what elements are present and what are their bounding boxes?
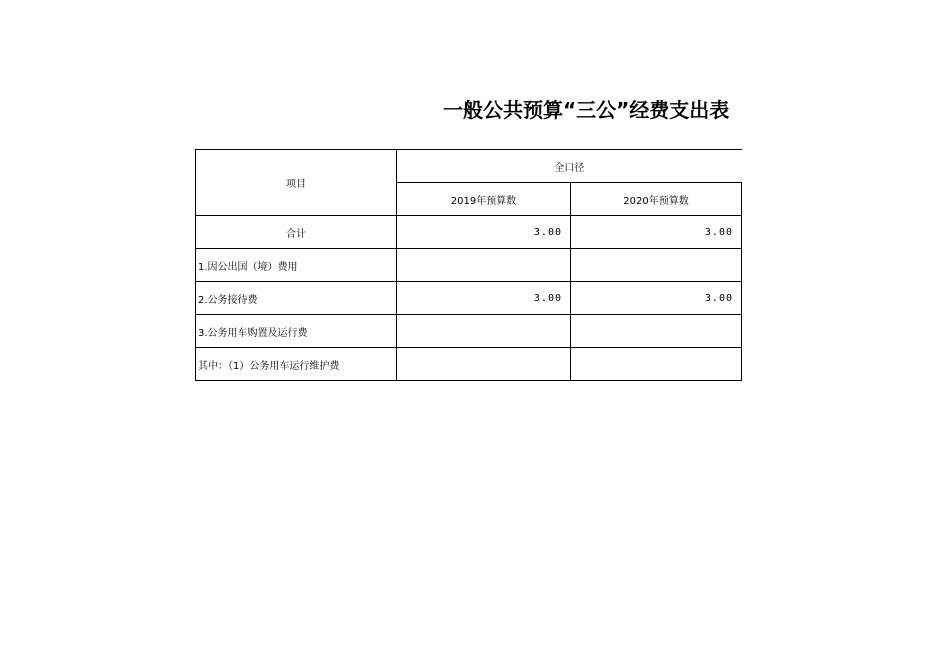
table-row: [196, 348, 742, 381]
cell-2019-value: 3.00: [397, 282, 571, 315]
table-row: [196, 216, 742, 249]
table-row: [196, 249, 742, 282]
row-label: 1.因公出国（境）费用: [196, 249, 397, 282]
cell-2020-value: 3.00: [571, 216, 742, 249]
cell-2020-value: [571, 348, 742, 381]
cell-2019-value: [397, 315, 571, 348]
table-row: [196, 315, 742, 348]
table-row: [196, 282, 742, 315]
header-2019-budget: 2019年预算数: [397, 183, 571, 216]
cell-2020-value: [571, 249, 742, 282]
header-group-cell: 全口径: [397, 150, 742, 183]
three-public-expenses-table: [195, 149, 742, 381]
row-label: 3.公务用车购置及运行费: [196, 315, 397, 348]
row-label: 其中：（1）公务用车运行维护费: [196, 348, 397, 381]
header-2020-budget: 2020年预算数: [571, 183, 742, 216]
page-title: 一般公共预算“三公”经费支出表: [443, 98, 730, 122]
cell-2020-value: 3.00: [571, 282, 742, 315]
row-label: 2.公务接待费: [196, 282, 397, 315]
cell-2019-value: [397, 348, 571, 381]
header-item-cell: 项目: [196, 150, 397, 216]
cell-2020-value: [571, 315, 742, 348]
cell-2019-value: 3.00: [397, 216, 571, 249]
cell-2019-value: [397, 249, 571, 282]
row-label-total: 合计: [196, 216, 397, 249]
